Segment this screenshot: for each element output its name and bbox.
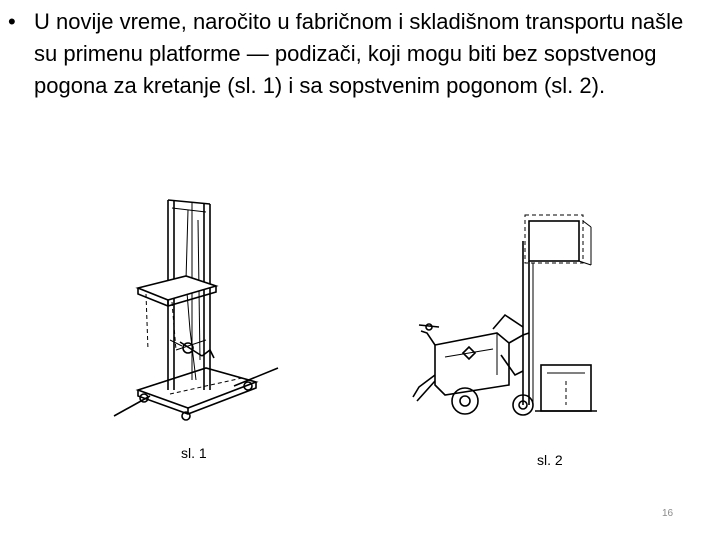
figure-caption-2: sl. 2 xyxy=(537,452,563,468)
manual-platform-lift-drawing-icon xyxy=(110,190,290,430)
bullet-dot: • xyxy=(8,9,16,34)
bullet-text: U novije vreme, naročito u fabričnom i skladišnom transportu našle su primenu platforme — podizači, koji mogu biti bez sopstvenog pogona za kretanje (sl. 1) i sa sopstvenim pogonom (sl. 2). xyxy=(34,9,684,98)
powered-platform-lift-drawing-icon xyxy=(405,205,615,430)
bullet-paragraph xyxy=(8,6,708,102)
figure-caption-1: sl. 1 xyxy=(181,445,207,461)
page-number: 16 xyxy=(662,508,674,519)
